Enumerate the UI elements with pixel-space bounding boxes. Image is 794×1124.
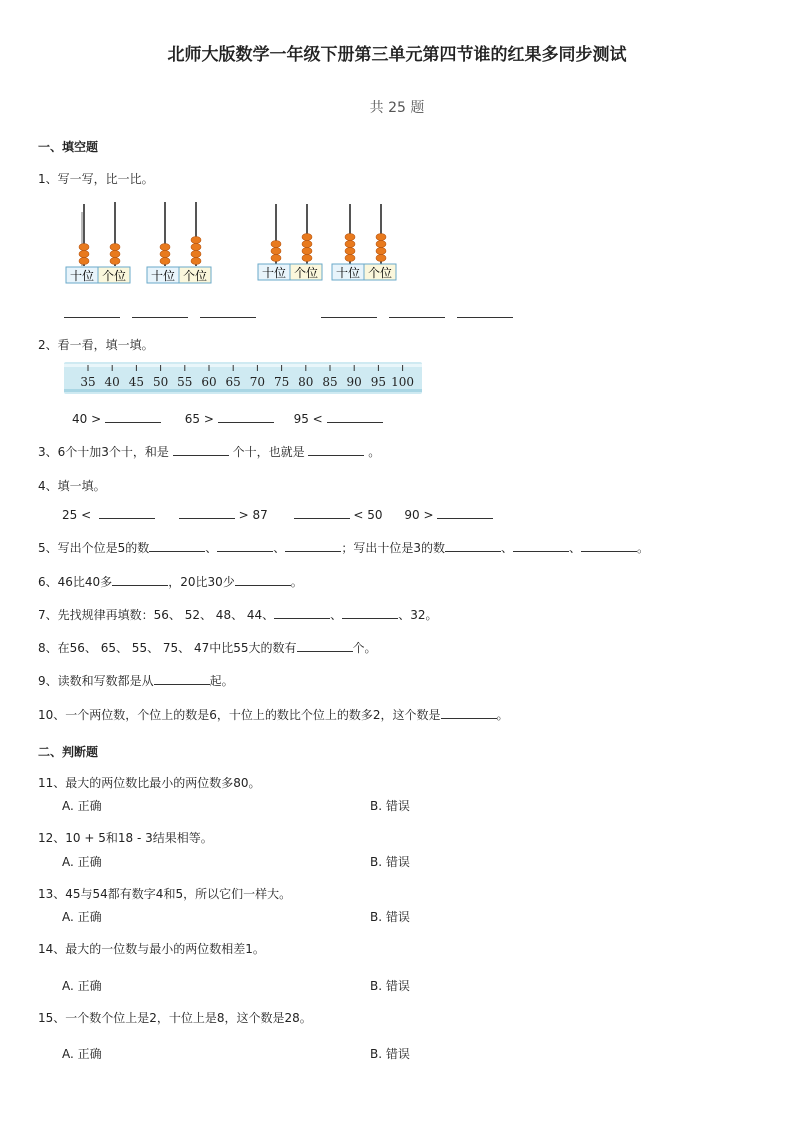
tens-label: 十位: [261, 266, 287, 280]
answer-blank[interactable]: [285, 539, 341, 552]
answer-blank[interactable]: [173, 443, 229, 456]
section-true-false-heading: 二、判断题: [38, 745, 99, 759]
tick-label: 65: [225, 375, 241, 389]
q1-answer-blanks: [64, 305, 513, 321]
section-fill-in-heading: 一、填空题: [38, 140, 99, 154]
question-1: 1、写一写，比一比。: [38, 172, 154, 186]
answer-blank[interactable]: [132, 305, 188, 318]
ones-label: 个位: [182, 269, 208, 283]
question-3: 3、6个十加3个十，和是 个十，也就是 。: [38, 445, 381, 459]
answer-blank[interactable]: [445, 539, 501, 552]
q2-compare-row: [72, 410, 383, 426]
question-10: 10、一个两位数，个位上的数是6，十位上的数比个位上的数多2，这个数是 。: [38, 708, 509, 722]
tick-label: 85: [322, 375, 338, 389]
number-line-ruler: [64, 362, 424, 396]
answer-blank[interactable]: [437, 506, 493, 519]
answer-blank[interactable]: [308, 443, 364, 456]
answer-blank[interactable]: [112, 573, 168, 586]
answer-blank[interactable]: [581, 539, 637, 552]
tick-label: 60: [201, 375, 217, 389]
answer-blank[interactable]: [342, 606, 398, 619]
question-8: 8、在56、 65、 55、 75、 47中比55大的数有 个。: [38, 641, 377, 655]
question-12: 12、10 + 5和18 - 3结果相等。: [38, 831, 213, 845]
answer-blank[interactable]: [179, 506, 235, 519]
q13-option-a[interactable]: A. 正确: [62, 910, 102, 924]
answer-blank[interactable]: [200, 305, 256, 318]
abacus-figures: [60, 196, 420, 291]
bead-group: [271, 234, 312, 262]
tick-label: 100: [391, 375, 415, 389]
answer-blank[interactable]: [327, 410, 383, 423]
answer-blank[interactable]: [99, 506, 155, 519]
answer-blank[interactable]: [294, 506, 350, 519]
abacus-1: [66, 202, 130, 283]
q11-option-a[interactable]: A. 正确: [62, 799, 102, 813]
q2c-text: 95 <: [293, 412, 323, 426]
question-6: 6、46比40多 ，20比30少 。: [38, 575, 303, 589]
q2b-text: 65 >: [184, 412, 214, 426]
answer-blank[interactable]: [154, 672, 210, 685]
tick-label: 55: [177, 375, 193, 389]
page-title: 北师大版数学一年级下册第三单元第四节谁的红果多同步测试: [167, 45, 627, 65]
q12-option-b[interactable]: B. 错误: [370, 855, 410, 869]
tick-label: 50: [152, 375, 169, 389]
answer-blank[interactable]: [235, 573, 291, 586]
q15-option-a[interactable]: A. 正确: [62, 1047, 102, 1061]
question-count: 共 25 题: [369, 100, 425, 116]
question-4: 4、填一填。: [38, 479, 106, 493]
abacus-4: [332, 204, 396, 280]
tick-label: 90: [346, 375, 362, 389]
ones-label: 个位: [293, 266, 319, 280]
tens-label: 十位: [335, 266, 361, 280]
ones-label: 个位: [101, 269, 127, 283]
question-9: 9、读数和写数都是从 起。: [38, 674, 234, 688]
answer-blank[interactable]: [297, 639, 353, 652]
answer-blank[interactable]: [441, 706, 497, 719]
q15-option-b[interactable]: B. 错误: [370, 1047, 410, 1061]
question-11: 11、最大的两位数比最小的两位数多80。: [38, 776, 261, 790]
answer-blank[interactable]: [217, 539, 273, 552]
ones-label: 个位: [367, 266, 393, 280]
answer-blank[interactable]: [321, 305, 377, 318]
q14-option-a[interactable]: A. 正确: [62, 979, 102, 993]
tens-label: 十位: [69, 269, 95, 283]
q4-compare-row: 25 < > 87 < 50 90 >: [62, 506, 493, 522]
bead-group: [79, 244, 120, 265]
answer-blank[interactable]: [274, 606, 330, 619]
tick-label: 95: [370, 375, 387, 389]
answer-blank[interactable]: [389, 305, 445, 318]
q14-option-b[interactable]: B. 错误: [370, 979, 410, 993]
answer-blank[interactable]: [218, 410, 274, 423]
abacus-2: [147, 202, 211, 283]
question-14: 14、最大的一位数与最小的两位数相差1。: [38, 942, 265, 956]
q13-option-b[interactable]: B. 错误: [370, 910, 410, 924]
question-7: 7、先找规律再填数：56、 52、 48、 44、 、 、32。: [38, 608, 438, 622]
q2a-text: 40 >: [72, 412, 102, 426]
bead-group: [160, 237, 201, 265]
tick-label: 70: [249, 375, 266, 389]
abacus-3: [258, 204, 322, 280]
q11-option-b[interactable]: B. 错误: [370, 799, 410, 813]
tick-label: 80: [298, 375, 314, 389]
answer-blank[interactable]: [457, 305, 513, 318]
answer-blank[interactable]: [105, 410, 161, 423]
tens-label: 十位: [150, 269, 176, 283]
answer-blank[interactable]: [64, 305, 120, 318]
question-13: 13、45与54都有数字4和5，所以它们一样大。: [38, 887, 292, 901]
question-5: 5、写出个位是5的数 、 、 ；写出十位是3的数 、 、 。: [38, 541, 649, 555]
tick-label: 75: [273, 375, 290, 389]
q12-option-a[interactable]: A. 正确: [62, 855, 102, 869]
question-15: 15、一个数个位上是2，十位上是8，这个数是28。: [38, 1011, 312, 1025]
question-2: 2、看一看，填一填。: [38, 338, 154, 352]
tick-label: 45: [128, 375, 145, 389]
answer-blank[interactable]: [149, 539, 205, 552]
tick-label: 35: [80, 375, 96, 389]
tick-label: 40: [104, 375, 120, 389]
answer-blank[interactable]: [513, 539, 569, 552]
bead-group: [345, 234, 386, 262]
